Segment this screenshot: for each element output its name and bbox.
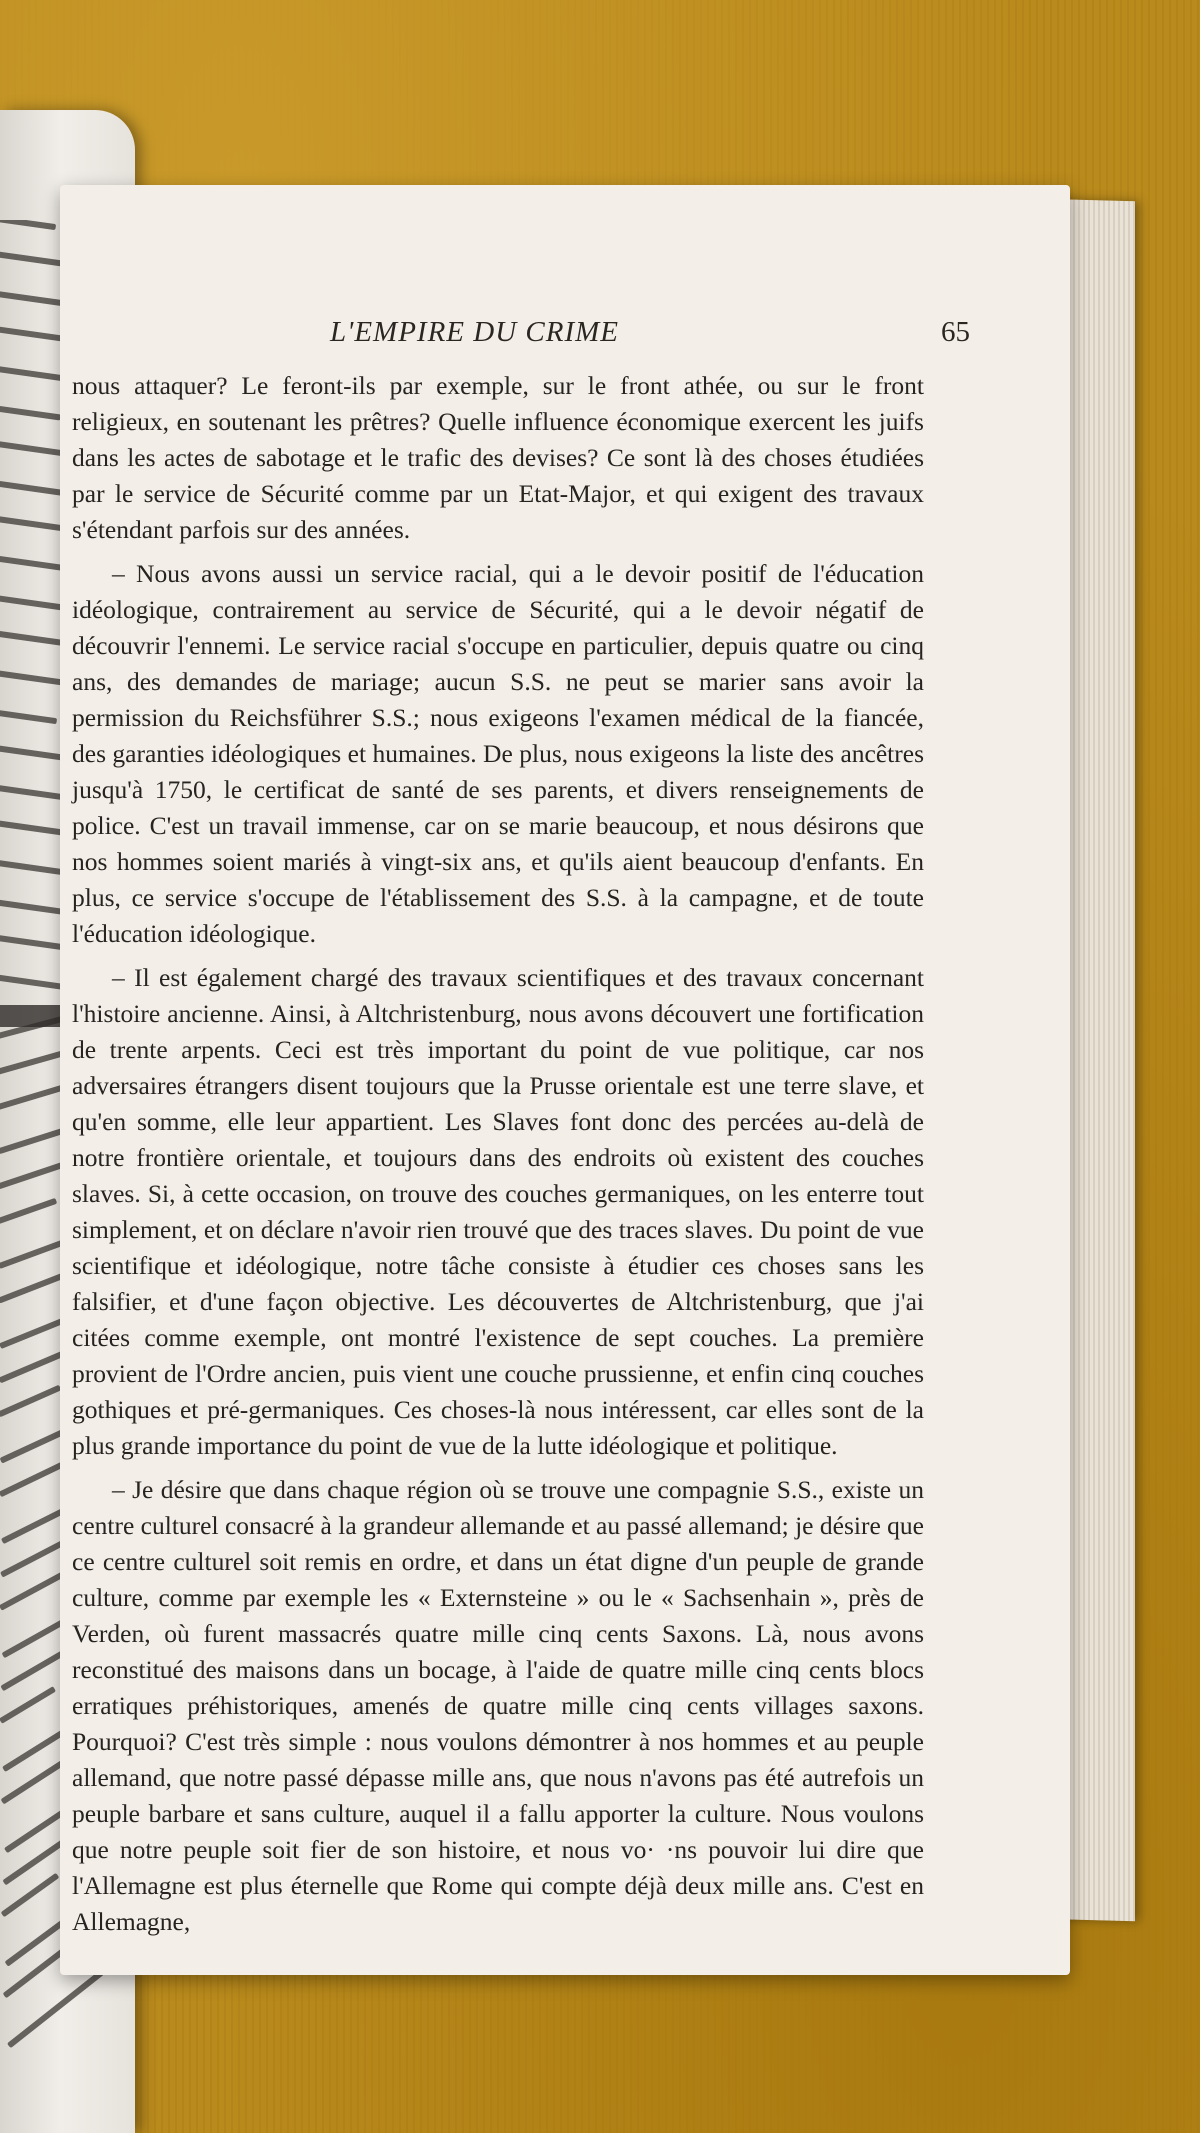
page-header — [330, 316, 970, 360]
paragraph: nous attaquer? Le feront-ils par exemple, sur le front athée, ou sur le front religieux, en soutenant les prêtres? Quelle influence économique exercent les juifs dans les actes de sabotage et le trafic des devises? Ce sont là des choses étudiées par le service de Sécurité comme par un Etat-Major, et qui exigent des travaux s'étendant parfois sur des années. — [72, 371, 924, 544]
facing-page-line — [0, 1686, 56, 1724]
facing-page-line — [0, 220, 56, 230]
page-number: 65 — [941, 316, 970, 348]
running-title: L'EMPIRE DU CRIME — [330, 316, 619, 348]
facing-page-line — [0, 1084, 66, 1110]
facing-page-line — [0, 1198, 57, 1224]
facing-page-line — [0, 406, 61, 421]
facing-page-line — [0, 1571, 65, 1611]
facing-page-line — [0, 595, 66, 611]
facing-page-line — [0, 1385, 61, 1418]
body-text — [72, 368, 924, 1948]
paragraph: – Nous avons aussi un service racial, qui a le devoir positif de l'éducation idéologique, contrairement au service de Sécurité, qui a le devoir négatif de découvrir l'ennemi. Le service racial s'occupe en particulier, depuis quatre ou cinq ans, des demandes de mariage; aucun S.S. ne peut se marier sans avoir la permission du Reichsführer S.S.; nous exigeons l'examen médical de la fiancée, des garanties idéologiques et humaines. De plus, nous exigeons la liste des ancêtres jusqu'à 1750, le certificat de santé de ses parents, et divers renseignements de police. C'est un travail immense, car on se marie beaucoup, et nous désirons que nos hommes soient mariés à vingt-six ans, et qu'ils aient beaucoup d'enfants. En plus, ce service s'occupe de l'établissement des S.S. à la campagne, et de toute l'éducation idéologique. — [72, 559, 924, 948]
paragraph: – Il est également chargé des travaux scientifiques et des travaux concernant l'histoire ancienne. Ainsi, à Altchristenburg, nous avons découvert une fortification de trente arpents. Ceci est très important du point de vue politique, car nos adversaires étrangers disent toujours que la Prusse orientale est une terre slave, et qu'en somme, elle leur appartient. Les Slaves font donc des percées au-delà de notre frontière orientale, et toujours dans des endroits où existent des couches slaves. Si, à cette occasion, on trouve des couches germaniques, on les enterre tout simplement, et on déclare n'avoir rien trouvé que des traces slaves. Du point de vue scientifique et idéologique, notre tâche consiste à étudier ces choses sans les falsifier, et d'une façon objective. Les découvertes de Altchristenburg, que j'ai citées comme exemple, ont montré l'existence de sept couches. La première provient de l'Ordre ancien, puis vient une couche prussienne, et enfin cinq couches gothiques et pré-germaniques. Ces choses-là nous intéressent, car elles sont de la plus grande importance du point de vue de la lutte idéologique et politique. — [72, 963, 924, 1460]
paragraph: – Je désire que dans chaque région où se trouve une compagnie S.S., existe un centre culturel consacré à la grandeur allemande et au passé allemand; je désire que ce centre culturel soit remis en ordre, et dans un état digne d'un peuple de grande culture, comme par exemple les « Externsteine » ou le « Sachsenhain », près de Verden, où furent massacrés quatre mille cinq cents Saxons. Là, nous avons reconstitué des maisons dans un bocage, à l'aide de quatre mille cinq cents blocs erratiques préhistoriques, amenés de quatre mille cinq cents villages saxons. Pourquoi? C'est très simple : nous voulons démontrer à nos hommes et au peuple allemand, que notre passé dépasse mille ans, que nous n'avons pas été autrefois un peuple barbare et sans culture, auquel il a fallu apporter la culture. Nous voulons que notre peuple soit fier de son histoire, et nous vo· ·ns pouvoir lui dire que l'Allemagne est plus éternelle que Rome qui compte déjà deux mille ans. C'est en Allemagne, — [72, 1475, 924, 1936]
facing-page-line — [0, 710, 57, 724]
facing-page-line — [0, 899, 62, 914]
